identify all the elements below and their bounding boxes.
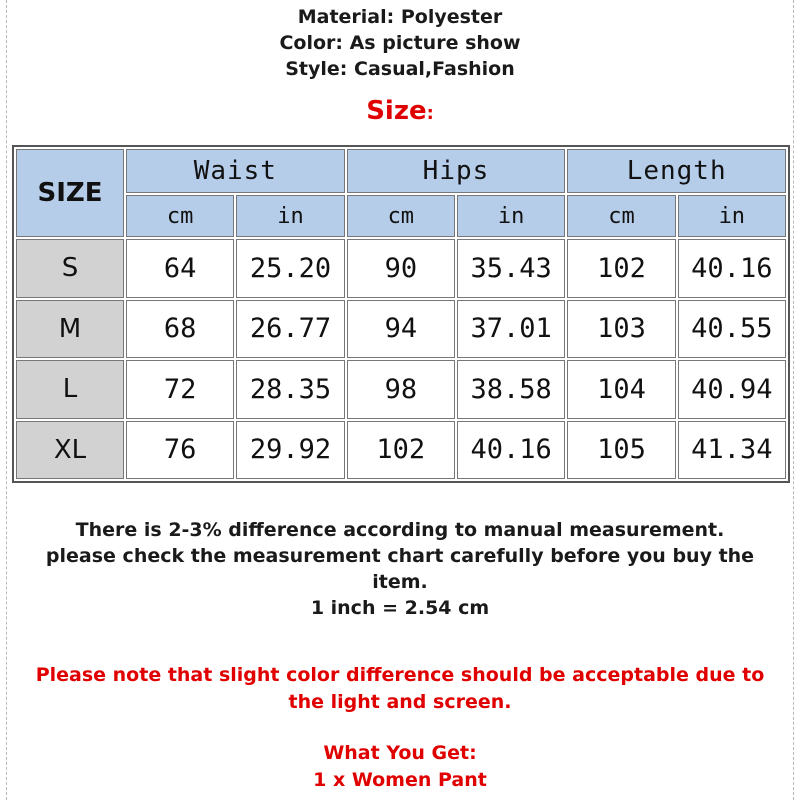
table-row: [16, 360, 786, 419]
warning-line: Please note that slight color difference should be acceptable due to: [35, 664, 765, 686]
table-row: [16, 300, 786, 359]
table-cell: 98: [347, 360, 455, 419]
table-cell: 40.94: [678, 360, 786, 419]
table-cell: 90: [347, 239, 455, 298]
table-cell: 64: [126, 239, 234, 298]
table-cell: 25.20: [236, 239, 344, 298]
size-label: S: [16, 239, 124, 298]
table-cell: 104: [567, 360, 675, 419]
table-cell: 41.34: [678, 421, 786, 480]
length-header: Length: [567, 149, 786, 193]
table-cell: 28.35: [236, 360, 344, 419]
check-chart-note-end: item.: [372, 571, 428, 593]
product-specs: [0, 4, 800, 82]
unit-header: cm: [126, 195, 234, 237]
table-cell: 94: [347, 300, 455, 359]
package-title: What You Get:: [323, 742, 477, 764]
table-cell: 35.43: [457, 239, 565, 298]
unit-header: in: [236, 195, 344, 237]
size-column-header: SIZE: [16, 149, 124, 237]
size-label: M: [16, 300, 124, 359]
table-cell: 29.92: [236, 421, 344, 480]
table-cell: 38.58: [457, 360, 565, 419]
table-cell: 40.16: [457, 421, 565, 480]
waist-header: Waist: [126, 149, 345, 193]
size-label: L: [16, 360, 124, 419]
difference-note: There is 2-3% difference according to manual measurement.: [75, 519, 725, 541]
size-label: XL: [16, 421, 124, 480]
size-title-label: Size: [366, 96, 427, 126]
unit-header: in: [457, 195, 565, 237]
table-row: [16, 239, 786, 298]
table-cell: 37.01: [457, 300, 565, 359]
table-cell: 103: [567, 300, 675, 359]
size-title-colon: :: [426, 103, 434, 124]
hips-header: Hips: [347, 149, 566, 193]
measurement-notes: [0, 517, 800, 621]
table-cell: 40.16: [678, 239, 786, 298]
color-text: Color: As picture show: [279, 32, 521, 54]
material-text: Material: Polyester: [297, 6, 503, 28]
warning-line: the light and screen.: [288, 691, 512, 713]
table-cell: 26.77: [236, 300, 344, 359]
table-cell: 40.55: [678, 300, 786, 359]
table-cell: 76: [126, 421, 234, 480]
table-cell: 102: [567, 239, 675, 298]
table-cell: 105: [567, 421, 675, 480]
table-cell: 68: [126, 300, 234, 359]
unit-header: cm: [347, 195, 455, 237]
package-item: 1 x Women Pant: [313, 769, 487, 791]
color-difference-warning: [20, 662, 780, 716]
size-chart-table: [12, 145, 790, 483]
package-contents: [0, 740, 800, 794]
inch-conversion-note: 1 inch = 2.54 cm: [310, 597, 490, 619]
style-text: Style: Casual,Fashion: [285, 58, 515, 80]
table-row: [16, 421, 786, 480]
unit-header: cm: [567, 195, 675, 237]
check-chart-note: please check the measurement chart carefully before you buy the: [45, 545, 755, 567]
unit-header: in: [678, 195, 786, 237]
table-cell: 72: [126, 360, 234, 419]
size-chart-title: [0, 96, 800, 126]
table-cell: 102: [347, 421, 455, 480]
